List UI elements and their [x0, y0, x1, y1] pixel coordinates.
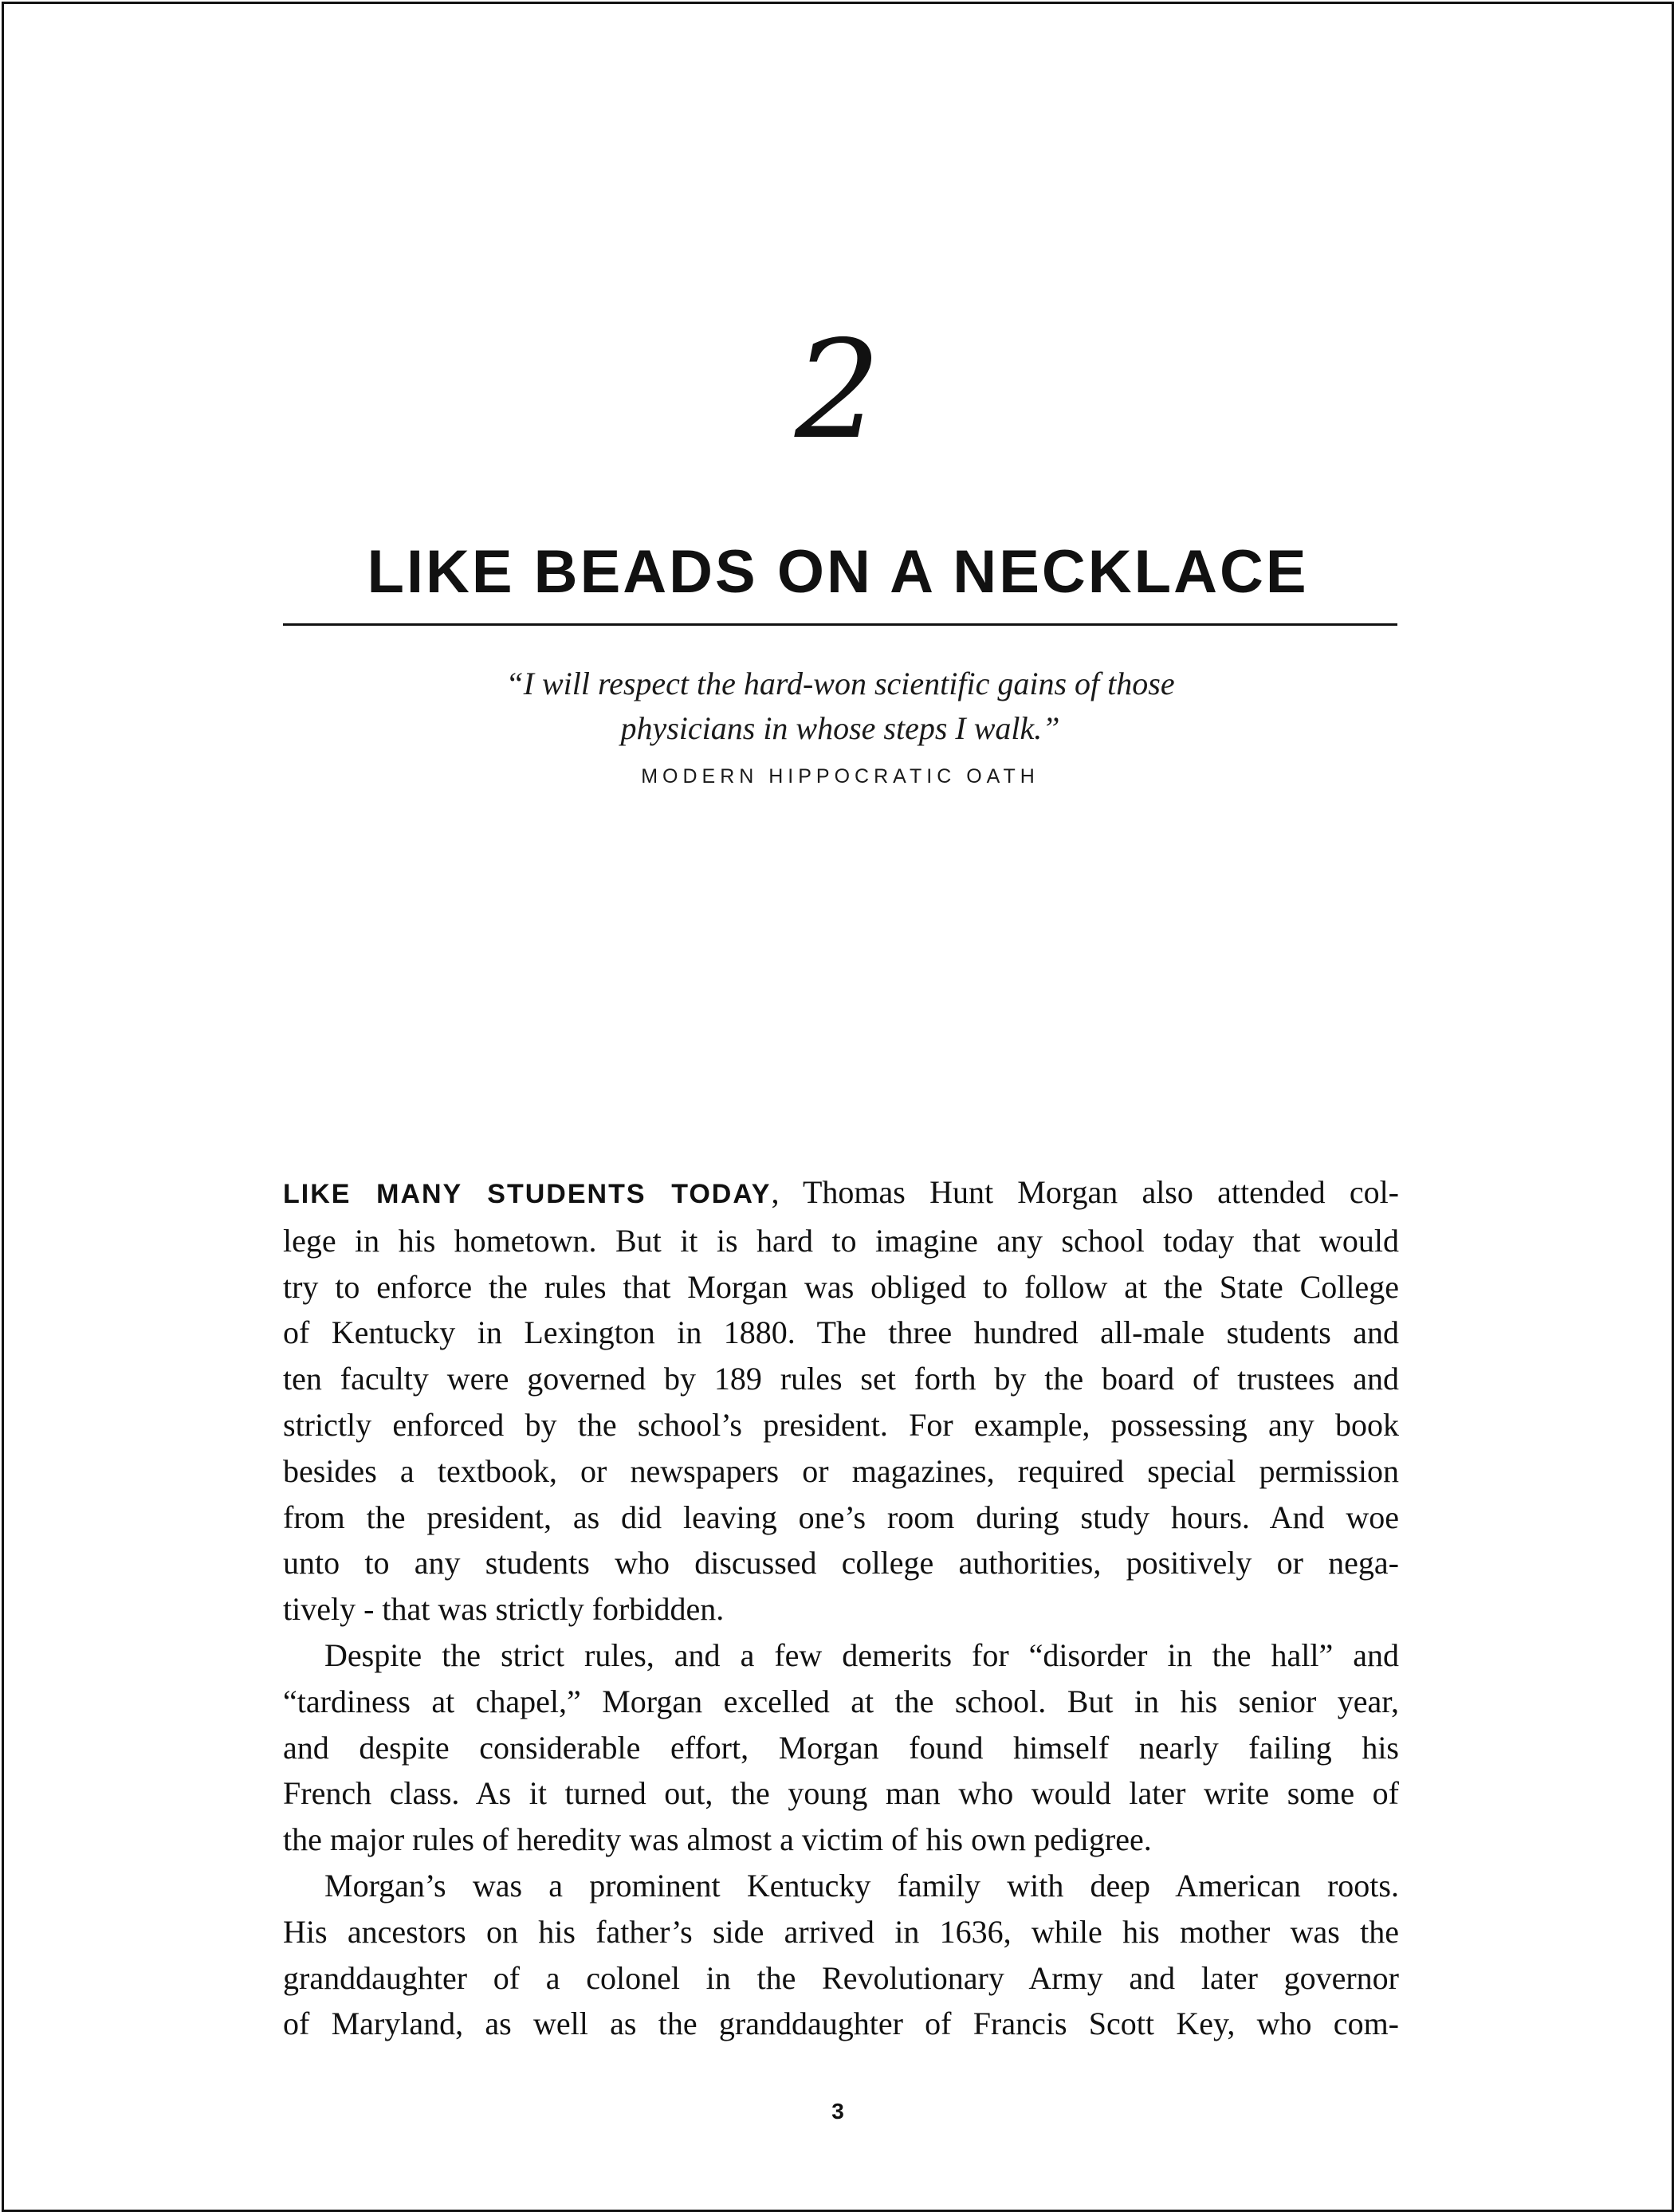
epigraph-quote: [283, 662, 1397, 751]
text-line: try to enforce the rules that Morgan was obliged to follow at the State College: [283, 1268, 1399, 1305]
text-line: Despite the strict rules, and a few demerits for “disorder in the hall” and: [324, 1636, 1399, 1673]
text-line: Morgan’s was a prominent Kentucky family with deep American roots.: [324, 1867, 1399, 1904]
epigraph-line: “I will respect the hard-won scientific gains of those: [505, 666, 1175, 701]
body-text: [283, 1169, 1399, 2047]
text-line: strictly enforced by the school’s president. For example, possessing any book: [283, 1406, 1399, 1443]
text-line: lege in his hometown. But it is hard to imagine any school today that would: [283, 1222, 1399, 1259]
page-number: 3: [831, 2099, 844, 2124]
text-line-content: , Thomas Hunt Morgan also attended col-: [771, 1174, 1400, 1210]
epigraph-source: MODERN HIPPOCRATIC OATH: [641, 765, 1039, 788]
text-line: [283, 1169, 1399, 1218]
text-line: besides a textbook, or newspapers or magazines, required special permission: [283, 1452, 1399, 1489]
chapter-number: 2: [794, 312, 882, 470]
text-line: and despite considerable effort, Morgan found himself nearly failing his: [283, 1729, 1399, 1766]
text-line: from the president, as did leaving one’s room during study hours. And woe: [283, 1499, 1399, 1535]
title-divider: [283, 623, 1397, 626]
text-line: “tardiness at chapel,” Morgan excelled at the school. But in his senior year,: [283, 1683, 1399, 1719]
lead-in: LIKE MANY STUDENTS TODAY: [283, 1179, 772, 1209]
text-line: the major rules of heredity was almost a victim of his own pedigree.: [283, 1821, 1152, 1858]
epigraph-line: physicians in whose steps I walk.”: [620, 710, 1060, 746]
text-line: of Maryland, as well as the granddaughter of Francis Scott Key, who com-: [283, 2006, 1399, 2042]
text-line: of Kentucky in Lexington in 1880. The three hundred all-male students and: [283, 1314, 1399, 1351]
chapter-title: LIKE BEADS ON A NECKLACE: [367, 538, 1309, 606]
text-line: ten faculty were governed by 189 rules set forth by the board of trustees and: [283, 1361, 1399, 1397]
text-line: tively - that was strictly forbidden.: [283, 1591, 725, 1628]
text-line: granddaughter of a colonel in the Revolutionary Army and later governor: [283, 1959, 1399, 1996]
book-page: [2, 2, 1674, 2212]
text-line: unto to any students who discussed college authorities, positively or nega-: [283, 1545, 1399, 1581]
text-line: French class. As it turned out, the young man who would later write some of: [283, 1775, 1399, 1812]
text-line: His ancestors on his father’s side arrived in 1636, while his mother was the: [283, 1913, 1399, 1950]
